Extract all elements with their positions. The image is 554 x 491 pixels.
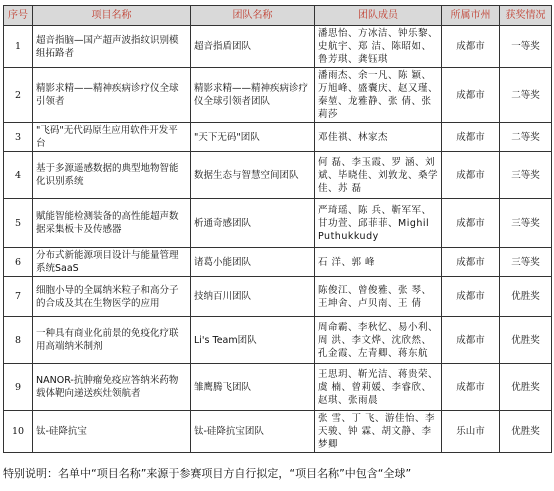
- cell-no: 10: [4, 411, 33, 453]
- cell-award: 一等奖: [500, 26, 552, 68]
- cell-project: NANOR-抗肿瘤免疫应答纳米药物载体靶向递送疾灶领航者: [33, 364, 191, 411]
- cell-award: 二等奖: [500, 68, 552, 123]
- cell-no: 1: [4, 26, 33, 68]
- cell-project: 分布式新能源项目设计与能量管理系统SaaS: [33, 248, 191, 277]
- cell-city: 成都市: [442, 123, 500, 152]
- table-row: [4, 277, 552, 317]
- header-no: 序号: [4, 6, 33, 26]
- cell-project: 一种具有商业化前景的免疫化疗联用高端纳米制剂: [33, 317, 191, 364]
- header-project: 项目名称: [33, 6, 191, 26]
- cell-team: 数据生态与智慧空间团队: [191, 152, 315, 199]
- header-award: 获奖情况: [500, 6, 552, 26]
- cell-team: "天下无码"团队: [191, 123, 315, 152]
- cell-award: 三等奖: [500, 199, 552, 248]
- cell-city: 成都市: [442, 199, 500, 248]
- cell-team: 精影求精——精神疾病诊疗仪全球引领者团队: [191, 68, 315, 123]
- table-row: [4, 199, 552, 248]
- table-row: [4, 68, 552, 123]
- cell-members: 石 洋、郭 峰: [315, 248, 442, 277]
- cell-no: 2: [4, 68, 33, 123]
- cell-team: 析通奇感团队: [191, 199, 315, 248]
- cell-no: 9: [4, 364, 33, 411]
- cell-award: 优胜奖: [500, 411, 552, 453]
- table-row: [4, 364, 552, 411]
- cell-members: 张 雪、丁 飞、游佳怡、李天骏、钟 霖、胡文静、李梦卿: [315, 411, 442, 453]
- cell-city: 成都市: [442, 277, 500, 317]
- cell-award: 优胜奖: [500, 364, 552, 411]
- cell-award: 优胜奖: [500, 317, 552, 364]
- cell-members: 陈俊江、曾俊雅、张 琴、王坤舍、卢贝南、王 倩: [315, 277, 442, 317]
- cell-team: 钛-硅降抗宝团队: [191, 411, 315, 453]
- cell-city: 成都市: [442, 68, 500, 123]
- cell-city: 成都市: [442, 26, 500, 68]
- cell-no: 4: [4, 152, 33, 199]
- cell-no: 3: [4, 123, 33, 152]
- table-header-row: [4, 6, 552, 26]
- cell-members: 严琦瑶、陈 兵、靳军军、甘功萱、邱菲菲、Mighil Puthukkudy: [315, 199, 442, 248]
- cell-members: 潘思怡、方冰洁、钟乐黎、史航宇、郑 洁、陈昭如、鲁芳琪、龚钰琪: [315, 26, 442, 68]
- cell-no: 7: [4, 277, 33, 317]
- cell-team: 雏鹰腾飞团队: [191, 364, 315, 411]
- header-city: 所属市州: [442, 6, 500, 26]
- cell-project: 赋能智能检测装备的高性能超声数据采集板卡及传感器: [33, 199, 191, 248]
- table-row: [4, 26, 552, 68]
- cell-members: 邓佳祺、林家杰: [315, 123, 442, 152]
- cell-no: 5: [4, 199, 33, 248]
- cell-team: 超音指盾团队: [191, 26, 315, 68]
- cell-members: 何 磊、李玉霞、罗 涵、刘斌、毕晓佳、刘敦龙、桑学佳、苏 磊: [315, 152, 442, 199]
- cell-city: 成都市: [442, 152, 500, 199]
- cell-members: 潘雨杰、余一凡、陈 颖、万旭峰、盛囊庆、赵又瑾、秦堃、龙雅静、张 倩、张莉莎: [315, 68, 442, 123]
- cell-project: 超音指脑—国产超声波指纹识别模组拓路者: [33, 26, 191, 68]
- cell-team: 诸葛小能团队: [191, 248, 315, 277]
- header-members: 团队成员: [315, 6, 442, 26]
- table-row: [4, 317, 552, 364]
- cell-team: Li's Team团队: [191, 317, 315, 364]
- cell-team: 技纳百川团队: [191, 277, 315, 317]
- cell-project: "飞码"无代码原生应用软件开发平台: [33, 123, 191, 152]
- cell-city: 乐山市: [442, 411, 500, 453]
- header-team: 团队名称: [191, 6, 315, 26]
- table-row: [4, 152, 552, 199]
- cell-city: 成都市: [442, 248, 500, 277]
- awards-table: [3, 5, 552, 453]
- cell-project: 细胞小导的全属纳米粒子和高分子的合成及其在生物医学的应用: [33, 277, 191, 317]
- cell-award: 二等奖: [500, 123, 552, 152]
- cell-award: 三等奖: [500, 248, 552, 277]
- cell-members: 周命霸、李秋忆、易小利、周 洪、李文烨、沈欣然、孔金霞、左青卿、蒋东航: [315, 317, 442, 364]
- cell-city: 成都市: [442, 317, 500, 364]
- cell-project: 基于多源遥感数据的典型地物智能化识别系统: [33, 152, 191, 199]
- table-row: [4, 123, 552, 152]
- cell-members: 王思玥、靳光洁、蒋贵荣、虞 楠、曾莉媛、李睿欣、赵琪、张雨晨: [315, 364, 442, 411]
- cell-city: 成都市: [442, 364, 500, 411]
- table-row: [4, 248, 552, 277]
- cell-award: 优胜奖: [500, 277, 552, 317]
- special-note: 特别说明：名单中“项目名称”来源于参赛项目方自行拟定，“项目名称”中包含“全球”: [3, 467, 412, 480]
- table-row: [4, 411, 552, 453]
- cell-award: 三等奖: [500, 152, 552, 199]
- cell-project: 精影求精——精神疾病诊疗仪全球引领者: [33, 68, 191, 123]
- cell-no: 8: [4, 317, 33, 364]
- cell-no: 6: [4, 248, 33, 277]
- cell-project: 钛-硅降抗宝: [33, 411, 191, 453]
